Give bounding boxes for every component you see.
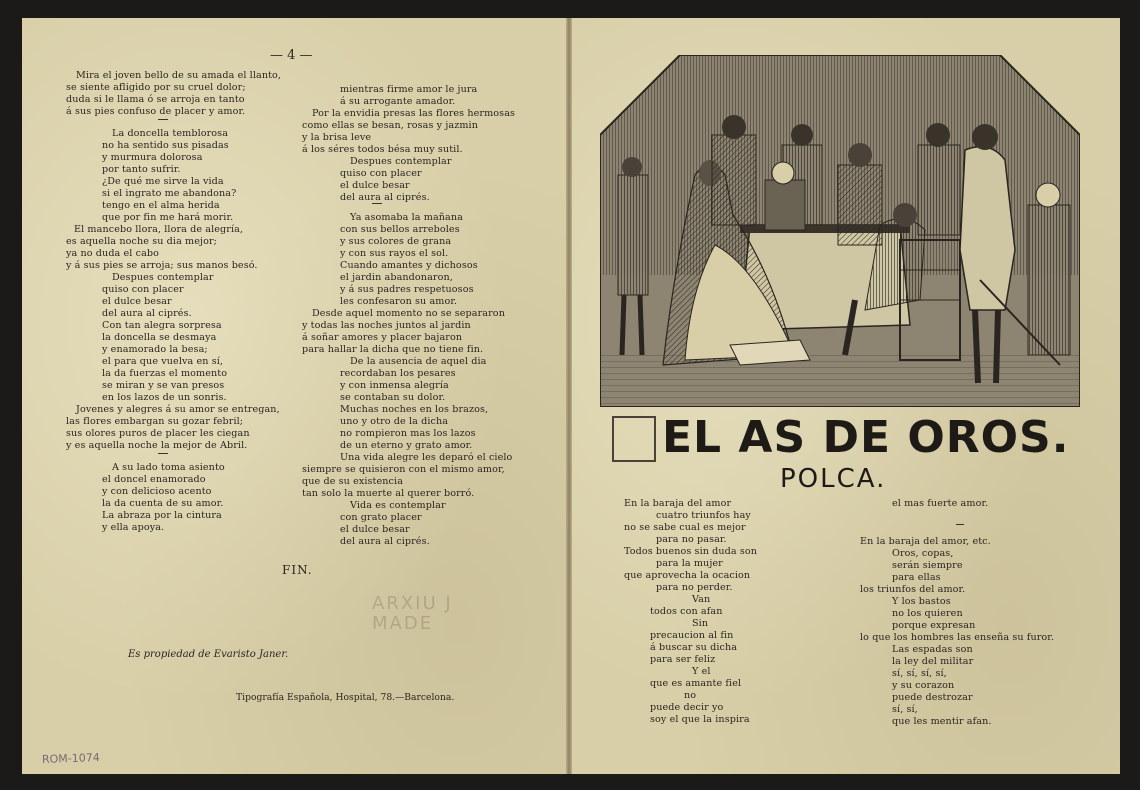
stanza-separator [956,524,964,525]
verse-line: á sus pies confuso de placer y amor. [66,106,246,117]
verse-line: La doncella temblorosa [112,128,229,139]
verse-line: soy el que la inspira [650,714,750,725]
verse-line: y sus colores de grana [340,236,452,247]
verse-line: que es amante fiel [650,678,742,689]
verse-line: para ellas [892,572,941,583]
call-number: ROM-1074 [41,750,100,767]
verse-line: y á sus pies se arroja; sus manos besó. [66,260,258,271]
verse-line: que aprovecha la ocacion [624,570,751,581]
verse-line: es aquella noche su dia mejor; [66,236,217,247]
verse-line: Y los bastos [892,596,951,607]
verse-line: Van [692,594,711,605]
verse-line: ¿De qué me sirve la vida [102,176,224,187]
verse-line: Vida es contemplar [350,500,446,511]
verse-line: y murmura dolorosa [102,152,203,163]
verse-line: se siente afligido por su cruel dolor; [66,82,246,93]
verse-line: y á sus padres respetuosos [340,284,474,295]
song-title: EL AS DE OROS. [662,412,1070,463]
stanza-separator [372,203,382,204]
archive-stamp: ARXIU J MADE [372,593,453,634]
verse-line: y la brisa leve [302,132,372,143]
page-fold [566,18,572,774]
verse-line: que de su existencia [302,476,404,487]
verse-line: En la baraja del amor, etc. [860,536,991,547]
verse-line: para ser feliz [650,654,716,665]
verse-line: Por la envidia presas las flores hermosas [312,108,516,119]
printer-imprint: Tipografía Española, Hospital, 78.—Barcelona. [236,692,455,703]
verse-line: el doncel enamorado [102,474,206,485]
engraving-illustration [600,55,1080,407]
verse-line: Con tan alegra sorpresa [102,320,222,331]
verse-line: lo que los hombres las enseña su furor. [860,632,1055,643]
verse-line: para no pasar. [656,534,727,545]
verse-line: á soñar amores y placer bajaron [302,332,463,343]
song-subtitle: POLCA. [780,464,887,494]
verse-line: á los séres todos bésa muy sutil. [302,144,463,155]
verse-line: duda si le llama ó se arroja en tanto [66,94,245,105]
verse-line: porque expresan [892,620,976,631]
verse-line: del aura al ciprés. [340,536,430,547]
verse-line: con sus bellos arreboles [340,224,460,235]
verse-line: el dulce besar [340,524,410,535]
verse-line: el jardin abandonaron, [340,272,453,283]
verse-line: no [684,690,697,701]
verse-line: la doncella se desmaya [102,332,217,343]
verse-line: Despues contemplar [112,272,214,283]
verse-line: uno y otro de la dicha [340,416,449,427]
verse-line: Despues contemplar [350,156,452,167]
verse-line: por tanto sufrir. [102,164,181,175]
verse-line: del aura al ciprés. [340,192,430,203]
verse-line: los triunfos del amor. [860,584,966,595]
verse-line: el para que vuelva en sí, [102,356,224,367]
verse-line: y con delicioso acento [102,486,212,497]
verse-line: sí, sí, [892,704,918,715]
verse-line: El mancebo llora, llora de alegría, [74,224,244,235]
verse-line: quiso con placer [102,284,184,295]
page-number: — 4 — [270,48,313,63]
property-note: Es propiedad de Evaristo Janer. [128,649,289,660]
verse-line: del aura al ciprés. [102,308,192,319]
verse-line: y enamorado la besa; [102,344,208,355]
verse-line: no se sabe cual es mejor [624,522,746,533]
verse-line: la da cuenta de su amor. [102,498,224,509]
verse-line: serán siempre [892,560,963,571]
title-ornament-box [612,416,656,462]
verse-line: para hallar la dicha que no tiene fin. [302,344,484,355]
verse-line: no ha sentido sus pisadas [102,140,229,151]
verse-line: De la ausencia de aquel dia [350,356,487,367]
verse-line: Muchas noches en los brazos, [340,404,489,415]
verse-line: y todas las noches juntos al jardin [302,320,471,331]
verse-line: las flores embargan su gozar febril; [66,416,244,427]
verse-line: Y el [692,666,711,677]
verse-line: no rompieron mas los lazos [340,428,476,439]
verse-line: puede decir yo [650,702,724,713]
verse-line: cuatro triunfos hay [656,510,751,521]
verse-line: como ellas se besan, rosas y jazmin [302,120,479,131]
verse-line: de un eterno y grato amor. [340,440,473,451]
verse-line: sí, sí, sí, sí, [892,668,947,679]
stanza-separator [158,119,168,120]
verse-line: ya no duda el cabo [66,248,160,259]
verse-line: Todos buenos sin duda son [624,546,758,557]
verse-line: se miran y se van presos [102,380,225,391]
verse-line: Una vida alegre les deparó el cielo [340,452,513,463]
verse-line: á su arrogante amador. [340,96,456,107]
verse-line: sus olores puros de placer les ciegan [66,428,250,439]
verse-line: el mas fuerte amor. [892,498,989,509]
verse-line: recordaban los pesares [340,368,456,379]
verse-line: en los lazos de un sonris. [102,392,227,403]
verse-line: Sin [692,618,709,629]
verse-line: la ley del militar [892,656,974,667]
verse-line: Jovenes y alegres á su amor se entregan, [76,404,280,415]
verse-line: Cuando amantes y dichosos [340,260,478,271]
verse-line: Mira el joven bello de su amada el llanto, [76,70,282,81]
verse-line: Las espadas son [892,644,973,655]
verse-line: quiso con placer [340,168,422,179]
verse-line: La abraza por la cintura [102,510,222,521]
verse-line: A su lado toma asiento [112,462,225,473]
verse-line: tan solo la muerte al querer borró. [302,488,475,499]
verse-line: la da fuerzas el momento [102,368,228,379]
verse-line: mientras firme amor le jura [340,84,478,95]
verse-line: que les mentir afan. [892,716,992,727]
verse-line: tengo en el alma herida [102,200,220,211]
verse-line: para la mujer [656,558,723,569]
verse-line: Ya asomaba la mañana [350,212,463,223]
verse-line: y con sus rayos el sol. [340,248,449,259]
verse-line: no los quieren [892,608,963,619]
verse-line: siempre se quisieron con el mismo amor, [302,464,505,475]
verse-line: Desde aquel momento no se separaron [312,308,505,319]
verse-line: y con inmensa alegría [340,380,449,391]
fin-label: FIN. [282,563,313,577]
stanza-separator [158,453,168,454]
verse-line: precaucion al fin [650,630,734,641]
verse-line: que por fin me hará morir. [102,212,234,223]
verse-line: el dulce besar [102,296,172,307]
verse-line: les confesaron su amor. [340,296,458,307]
verse-line: á buscar su dicha [650,642,738,653]
verse-line: y ella apoya. [102,522,165,533]
verse-line: y es aquella noche la mejor de Abril. [66,440,248,451]
verse-line: En la baraja del amor [624,498,732,509]
verse-line: todos con afan [650,606,723,617]
verse-line: el dulce besar [340,180,410,191]
verse-line: y su corazon [892,680,955,691]
verse-line: se contaban su dolor. [340,392,446,403]
verse-line: puede destrozar [892,692,973,703]
verse-line: si el ingrato me abandona? [102,188,237,199]
verse-line: Oros, copas, [892,548,954,559]
verse-line: para no perder. [656,582,733,593]
verse-line: con grato placer [340,512,422,523]
